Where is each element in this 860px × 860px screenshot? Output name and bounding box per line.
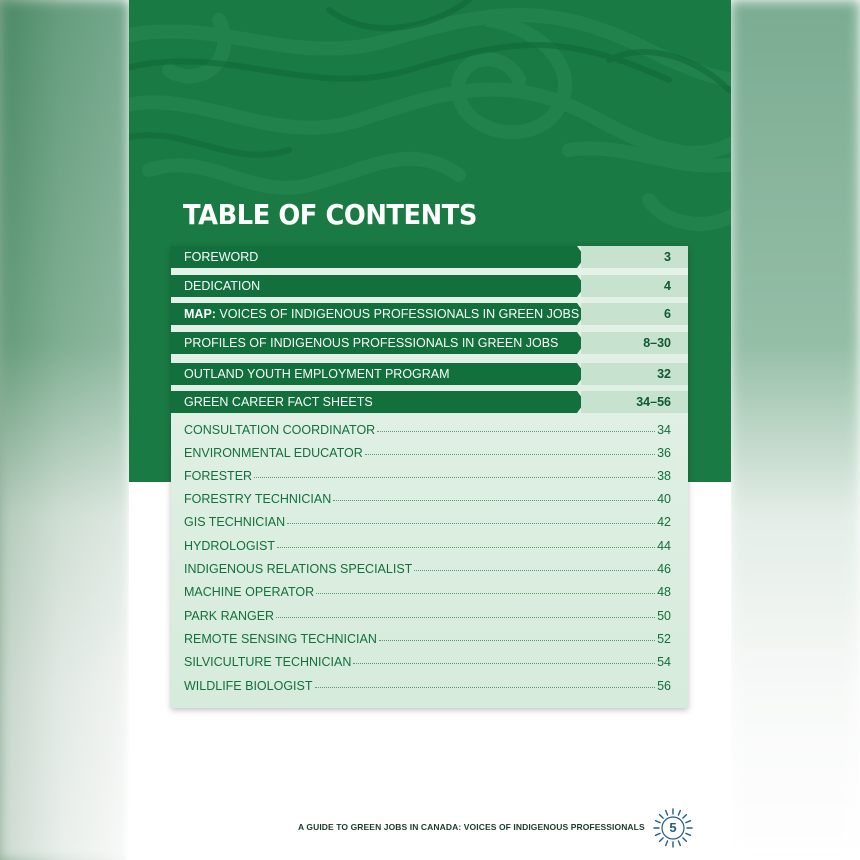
entry-label: REMOTE SENSING TECHNICIAN xyxy=(184,632,377,646)
entry-label: FORESTER xyxy=(184,469,253,483)
entry-page: 52 xyxy=(657,632,671,646)
entry-page: 36 xyxy=(657,446,671,460)
entry-label: ENVIRONMENTAL EDUCATOR xyxy=(184,446,363,460)
toc-panel xyxy=(171,246,688,708)
document-page xyxy=(129,0,731,860)
entry-page: 40 xyxy=(657,492,671,506)
entry-page: 46 xyxy=(657,562,671,576)
dot-leader xyxy=(315,687,656,688)
section-label: GREEN CAREER FACT SHEETS xyxy=(184,395,373,409)
toc-section-foreword[interactable] xyxy=(171,246,688,268)
toc-entry[interactable] xyxy=(184,446,671,464)
dot-leader xyxy=(379,640,655,641)
section-page: 4 xyxy=(664,279,671,293)
section-page: 3 xyxy=(664,250,671,264)
entry-page: 44 xyxy=(657,539,671,553)
section-page: 32 xyxy=(657,367,671,381)
entry-label: WILDLIFE BIOLOGIST xyxy=(184,679,313,693)
dot-leader xyxy=(377,431,655,432)
page-number-badge xyxy=(653,808,693,848)
entry-label: PARK RANGER xyxy=(184,609,275,623)
dot-leader xyxy=(276,617,655,618)
toc-entry[interactable] xyxy=(184,423,671,441)
toc-section-map[interactable] xyxy=(171,303,688,325)
entry-page: 48 xyxy=(657,585,671,599)
entry-label: GIS TECHNICIAN xyxy=(184,515,286,529)
entry-page: 54 xyxy=(657,655,671,669)
toc-entry[interactable] xyxy=(184,609,671,627)
toc-section-profiles[interactable] xyxy=(171,332,688,354)
dot-leader xyxy=(414,570,655,571)
toc-section-fact-sheets[interactable] xyxy=(171,391,688,413)
toc-entry[interactable] xyxy=(184,469,671,487)
footer-title: A GUIDE TO GREEN JOBS IN CANADA: VOICES OF INDIGENOUS PROFESSIONALS xyxy=(298,822,645,832)
left-blur-edge xyxy=(0,0,130,860)
toc-section-dedication[interactable] xyxy=(171,275,688,297)
entry-page: 38 xyxy=(657,469,671,483)
entry-label: HYDROLOGIST xyxy=(184,539,275,553)
dot-leader xyxy=(254,477,655,478)
entry-label: INDIGENOUS RELATIONS SPECIALIST xyxy=(184,562,413,576)
section-page: 6 xyxy=(664,307,671,321)
dot-leader xyxy=(353,663,655,664)
section-label: OUTLAND YOUTH EMPLOYMENT PROGRAM xyxy=(184,367,450,381)
section-label: DEDICATION xyxy=(184,279,261,293)
entry-page: 56 xyxy=(657,679,671,693)
entry-label: MACHINE OPERATOR xyxy=(184,585,315,599)
section-page: 34–56 xyxy=(636,395,671,409)
entry-label: FORESTRY TECHNICIAN xyxy=(184,492,332,506)
entry-page: 34 xyxy=(657,423,671,437)
dot-leader xyxy=(316,593,655,594)
section-label-bold: MAP: xyxy=(184,307,216,321)
section-page: 8–30 xyxy=(643,336,671,350)
page-number: 5 xyxy=(669,820,677,835)
section-label: PROFILES OF INDIGENOUS PROFESSIONALS IN GREEN JOBS xyxy=(184,336,559,350)
dot-leader xyxy=(287,523,655,524)
dot-leader xyxy=(365,454,655,455)
toc-entry[interactable] xyxy=(184,539,671,557)
toc-section-outland[interactable] xyxy=(171,363,688,385)
toc-entry[interactable] xyxy=(184,562,671,580)
toc-entry[interactable] xyxy=(184,492,671,510)
toc-entry[interactable] xyxy=(184,632,671,650)
entry-label: SILVICULTURE TECHNICIAN xyxy=(184,655,352,669)
dot-leader xyxy=(333,500,655,501)
toc-entry[interactable] xyxy=(184,585,671,603)
page-title: TABLE OF CONTENTS xyxy=(183,198,477,231)
toc-entry[interactable] xyxy=(184,655,671,673)
right-blur-edge xyxy=(730,0,860,860)
entry-label: CONSULTATION COORDINATOR xyxy=(184,423,376,437)
dot-leader xyxy=(277,547,655,548)
entry-page: 42 xyxy=(657,515,671,529)
section-label: FOREWORD xyxy=(184,250,259,264)
toc-entry[interactable] xyxy=(184,515,671,533)
toc-entry[interactable] xyxy=(184,679,671,697)
section-label: VOICES OF INDIGENOUS PROFESSIONALS IN GREEN JOBS xyxy=(215,307,580,321)
entry-page: 50 xyxy=(657,609,671,623)
